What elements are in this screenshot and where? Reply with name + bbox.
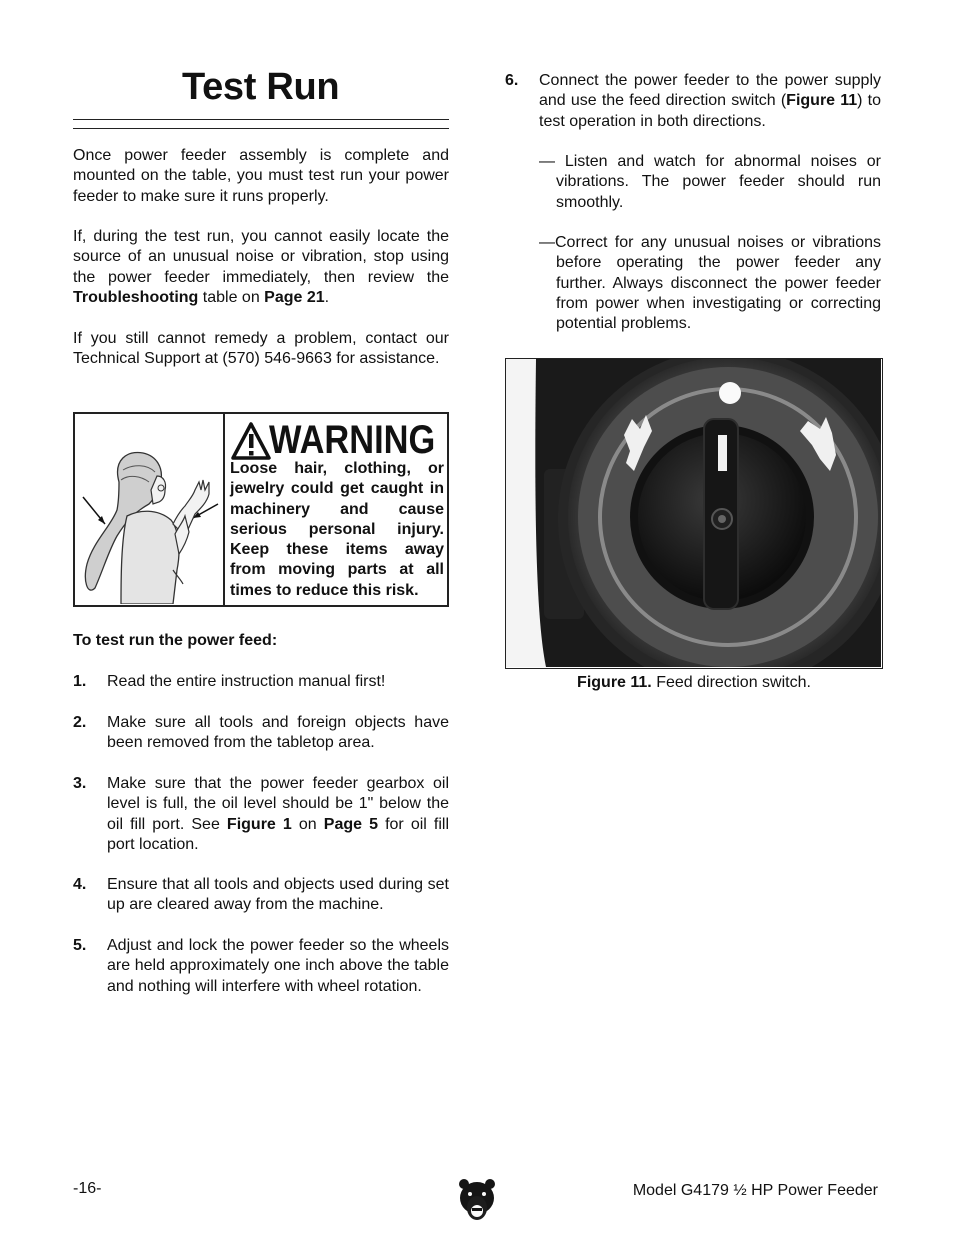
step-6-text: Connect the power feeder to the power supply and use the feed direction switch (Figure 11) to test operation in both directions. — [539, 72, 881, 130]
warning-text: Loose hair, clothing, or jewelry could get caught in machinery and cause serious personal injury. Keep these items away from moving parts at all times to reduce this risk. — [230, 460, 444, 599]
grizzly-bear-logo-icon — [458, 1178, 496, 1222]
step-6-number: 6. — [505, 72, 519, 89]
step-3-number: 3. — [73, 775, 87, 792]
step-4-text: Ensure that all tools and objects used during set up are cleared away from the machine. — [107, 876, 449, 914]
long-hair-warning-illustration — [77, 420, 221, 604]
step-4-number: 4. — [73, 876, 87, 893]
feed-direction-switch-image — [506, 359, 881, 667]
figure-11-photo — [505, 358, 883, 669]
intro-paragraph-2: If, during the test run, you cannot easily locate the source of an unusual noise or vibration, stop using the power feeder immediately, then review the Troubleshooting table on Page 21. — [73, 228, 449, 306]
procedure-heading: To test run the power feed: — [73, 632, 278, 649]
page-title: Test Run — [182, 66, 340, 108]
intro-paragraph-1: Once power feeder assembly is complete and mounted on the table, you must test run your power feeder to make sure it runs properly. — [73, 147, 449, 205]
step-2-text: Make sure all tools and foreign objects have been removed from the tabletop area. — [107, 714, 449, 752]
step-3-text: Make sure that the power feeder gearbox oil level is full, the oil level should be 1" below the oil fill port. See Figure 1 on Page 5 for oil fill port location. — [107, 775, 450, 853]
warning-heading-group — [231, 418, 443, 460]
page-number: -16- — [73, 1180, 102, 1197]
intro-paragraph-3: If you still cannot remedy a problem, contact our Technical Support at (570) 546-9663 for assistance. — [73, 330, 449, 368]
warning-box — [73, 412, 449, 607]
figure-11-caption: Figure 11. Feed direction switch. — [577, 674, 811, 691]
step-1-number: 1. — [73, 673, 87, 690]
step-5-number: 5. — [73, 937, 87, 954]
footer-model: Model G4179 ½ HP Power Feeder — [632, 1182, 878, 1199]
warning-heading: WARNING — [269, 418, 436, 462]
step-1-text: Read the entire instruction manual first! — [107, 673, 386, 690]
warning-divider — [223, 414, 225, 605]
step-5-text: Adjust and lock the power feeder so the wheels are held approximately one inch above the table and nothing will interfere with wheel rotation. — [107, 937, 449, 995]
step-6-subpoint-1: — Listen and watch for abnormal noises or vibrations. The power feeder should run smoothly. — [539, 153, 881, 211]
warning-triangle-icon — [231, 422, 271, 460]
title-rule-bottom — [73, 128, 449, 129]
step-6-subpoint-2: —Correct for any unusual noises or vibrations before operating the power feeder any further. Always disconnect the power feeder from power when investigating or correcting potential problems. — [539, 234, 881, 333]
step-2-number: 2. — [73, 714, 87, 731]
title-rule-top — [73, 119, 449, 120]
